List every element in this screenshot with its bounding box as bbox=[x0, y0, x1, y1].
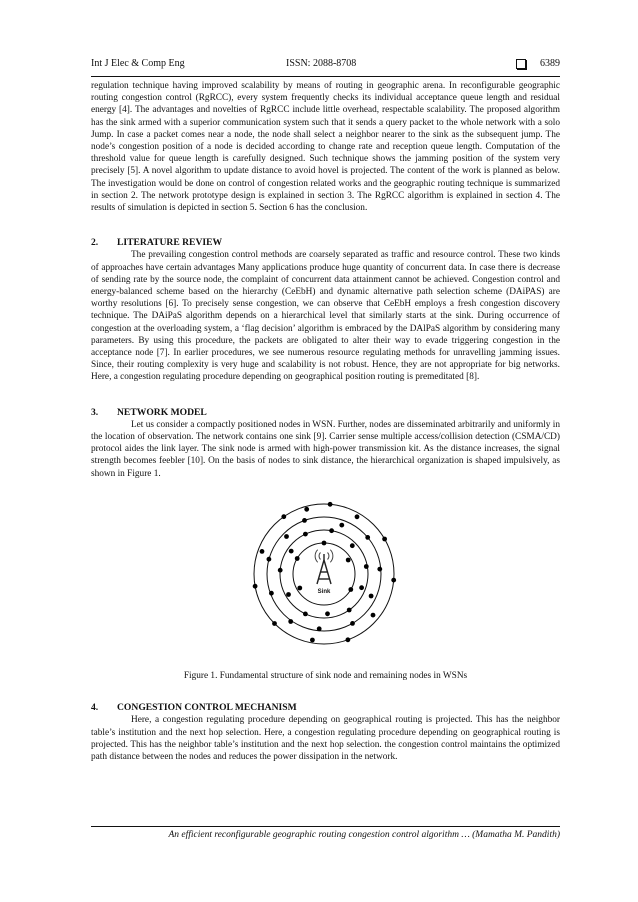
sensor-node bbox=[325, 611, 330, 616]
signal-wave bbox=[319, 552, 320, 559]
issn: ISSN: 2088-8708 bbox=[286, 58, 357, 69]
sensor-node bbox=[339, 523, 344, 528]
sensor-node bbox=[328, 502, 333, 507]
sensor-node bbox=[302, 518, 307, 523]
sensor-node bbox=[369, 593, 374, 598]
wsn-diagram bbox=[249, 494, 399, 654]
figure-caption: Figure 1. Fundamental structure of sink node and remaining nodes in WSNs bbox=[183, 670, 468, 681]
section-paragraph: Here, a congestion regulating procedure depending on geographical routing is projected. This has the neighbor table’s institution and the next hop selection. Here, a congestion regulating procedure depending on geographical routing is projected. This has the neighbor table’s institution and the next hop selection. the congestion control maintains the optimized path distance between the nodes and reduces the power dissipation in the network. bbox=[91, 715, 560, 762]
sensor-node bbox=[284, 534, 289, 539]
sensor-node bbox=[322, 540, 327, 545]
section-title: LITERATURE REVIEW bbox=[117, 237, 223, 249]
sensor-node bbox=[391, 578, 396, 583]
ring-2 bbox=[267, 517, 381, 631]
sensor-node bbox=[350, 621, 355, 626]
sensor-node bbox=[371, 613, 376, 618]
sensor-node bbox=[329, 528, 334, 533]
sensor-node bbox=[288, 619, 293, 624]
antenna-tower-icon bbox=[315, 550, 333, 584]
sensor-node bbox=[365, 535, 370, 540]
figure-1 bbox=[91, 494, 560, 662]
sensor-node bbox=[297, 585, 302, 590]
sensor-node bbox=[377, 567, 382, 572]
ring-4 bbox=[293, 543, 355, 605]
sensor-node bbox=[260, 549, 265, 554]
sensor-node bbox=[355, 514, 360, 519]
signal-wave bbox=[328, 552, 329, 559]
sensor-node bbox=[346, 637, 351, 642]
sensor-node bbox=[272, 621, 277, 626]
sensor-node bbox=[281, 514, 286, 519]
section-paragraph: The prevailing congestion control methods are coarsely separated as traffic and resource control. These two kinds of approaches have certain advantages Many applications produce huge quantity of concurrent data. In case there is decrease of sending rate by the source node, the complaint of concurrent data attainment cannot be achieved. Congestion control and energy-balanced scheme based on the hierarchy (CeEbH) and dynamic alternative path selection scheme (DAiPAS) are worthy resolutions [6]. To precisely sense congestion, we can observe that CeEbH employs a fresh congestion discovery technique. The DAiPaS algorithm depends on a hierarchical level that similarly starts at the sink. During occurrence of congestion at the overloading system, a ‘flag decision’ algorithm is embraced by the DAlPaS algorithm by considering many parameters. By using this procedure, the packets are obligated to alter their way to evade triggering congestion in the acceptance node [7]. In earlier procedures, we see numerous resource regulating methods for unravelling jamming issues. Since, their routing complexity is very huge and scalability is not robust. Hence, they are not appropriate for big networks. Here, a congestion regulating procedure depending on geographical position routing is premeditated [8]. bbox=[91, 250, 560, 383]
section-paragraph: Let us consider a compactly positioned nodes in WSN. Further, nodes are disseminated arbitrarily and uniformly in the location of observation. The network contains one sink [9]. Carrier sense multiple access/collision detection (CSMA/CD) protocol aides the link layer. The sink node is armed with high-power transmission kit. As the distance increases, the signal strength becomes feebler [10]. On the basis of nodes to sink distance, the hierarchical organization is shaped impulsively, as shown in Figure 1. bbox=[91, 419, 560, 479]
section-number: 2. bbox=[91, 237, 99, 249]
sensor-node bbox=[382, 536, 387, 541]
section-title: NETWORK MODEL bbox=[117, 406, 207, 418]
signal-wave bbox=[315, 550, 318, 563]
sensor-node bbox=[269, 591, 274, 596]
section-number: 3. bbox=[91, 406, 99, 418]
sensor-node bbox=[364, 564, 369, 569]
sensor-node bbox=[303, 611, 308, 616]
journal-name: Int J Elec & Comp Eng bbox=[91, 58, 185, 69]
page-number: 6389 bbox=[540, 58, 560, 69]
section-heading bbox=[91, 702, 560, 714]
sensor-node bbox=[347, 607, 352, 612]
header-divider bbox=[91, 76, 560, 77]
sensor-node bbox=[317, 626, 322, 631]
article-body bbox=[91, 80, 560, 763]
section-number: 4. bbox=[91, 702, 99, 714]
sensor-node bbox=[304, 507, 309, 512]
sensor-node bbox=[295, 556, 300, 561]
intro-paragraph: regulation technique having improved scalability by means of routing in geographic arena. In reconfigurable geographic routing congestion control (RgRCC), every system frequently checks its individual acceptance queue length and residual energy [4]. The advantages and novelties of RgRCC include little overhead, respectable scalability. The proposed algorithm has the sink armed with a superior communication system such that it sends a query packet to the whole network with a solo Jump. In case a packet comes near a node, the node shall select a neighbor nearer to the sink as the subsequent jump. The node’s congestion position of a node is decided according to change rate and reception queue length. Computation of the threshold value for queue length is carefully designed. Such technique shows the jamming position of the system very precisely [5]. A novel algorithm to update distance to avoid hovel is projected. The content of the work is planned as below. The investigation would be done on control of congestion related works and the geographic routing technique is summarized in section 2. The network prototype design is explained in section 3. The RgRCC algorithm is explained in section 4. The results of simulation is depicted in section 5. Section 6 has the conclusion. bbox=[91, 81, 560, 214]
sensor-node bbox=[359, 585, 364, 590]
sensor-node bbox=[267, 557, 272, 562]
section-heading bbox=[91, 407, 560, 419]
sensor-node bbox=[346, 557, 351, 562]
checkbox-square-icon bbox=[516, 59, 526, 69]
sensor-node bbox=[253, 584, 258, 589]
sensor-node bbox=[303, 532, 308, 537]
running-header bbox=[91, 58, 560, 74]
footer-divider bbox=[91, 826, 560, 827]
sensor-node bbox=[289, 549, 294, 554]
section-heading bbox=[91, 237, 560, 249]
sensor-node bbox=[310, 637, 315, 642]
sensor-node bbox=[348, 587, 353, 592]
signal-wave bbox=[330, 550, 333, 563]
sink-label: Sink bbox=[317, 588, 331, 595]
section-title: CONGESTION CONTROL MECHANISM bbox=[117, 702, 297, 714]
running-footer: An efficient reconfigurable geographic routing congestion control algorithm … (Mamatha M. Pandith) bbox=[168, 830, 560, 840]
sensor-node bbox=[278, 568, 283, 573]
sensor-node bbox=[286, 592, 291, 597]
sensor-node bbox=[350, 543, 355, 548]
